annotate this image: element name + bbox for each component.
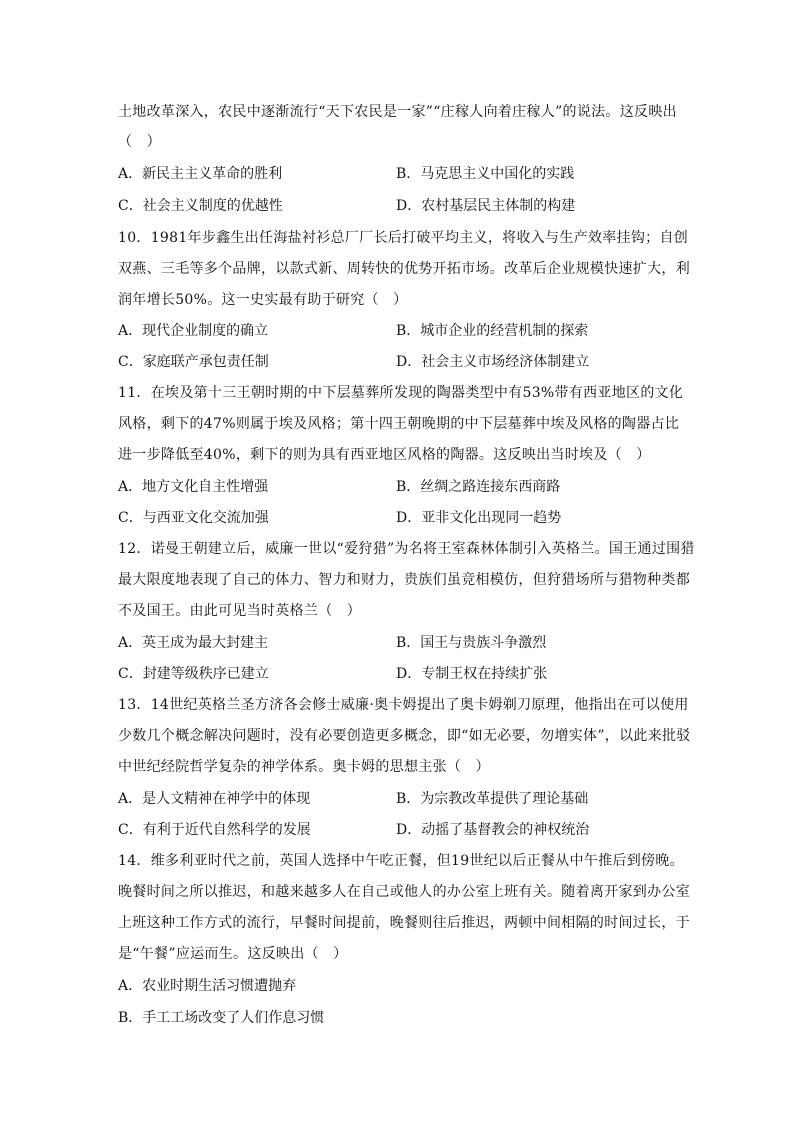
q14-stem-line-1: 14．维多利亚时代之前，英国人选择中午吃正餐，但19世纪以后正餐从中午推后到傍晚。 [118,853,684,869]
q11-option-b: B．丝绸之路连接东西商路 [396,479,561,495]
q11-option-c: C．与西亚文化交流加强 [118,510,269,526]
q12-stem-line-2: 最大限度地表现了自己的体力、智力和财力，贵族们虽竞相模仿，但狩猎场所与猎物种类都 [118,572,690,588]
q12-stem-line-1: 12．诺曼王朝建立后，威廉一世以“爱狩猎”为名将王室森林体制引入英格兰。国王通过围猎 [118,541,695,557]
q14-stem-line-2: 晚餐时间之所以推迟，和越来越多人在自己或他人的办公室上班有关。随着离开家到办公室 [118,884,690,900]
q11-stem-line-1: 11．在埃及第十三王朝时期的中下层墓葬所发现的陶器类型中有53%带有西亚地区的文化 [118,385,684,401]
q9-option-a: A．新民主主义革命的胜利 [118,166,283,182]
q10-option-a: A．现代企业制度的确立 [118,323,269,339]
q9-stem-line-1: 土地改革深入，农民中逐渐流行“天下农民是一家”“庄稼人向着庄稼人”的说法。这反映出 [118,104,677,120]
q9-option-b: B．马克思主义中国化的实践 [396,166,575,182]
q13-option-d: D．动摇了基督教会的神权统治 [396,822,590,838]
q9-option-d: D．农村基层民主体制的构建 [396,198,576,214]
q10-option-b: B．城市企业的经营机制的探索 [396,323,589,339]
q12-stem-line-3: 不及国王。由此可见当时英格兰（ ） [118,603,362,619]
q11-option-a: A．地方文化自主性增强 [118,479,269,495]
q10-option-d: D．社会主义市场经济体制建立 [396,354,590,370]
q14-stem-line-3: 上班这种工作方式的流行，早餐时间提前，晚餐则往后推迟，两顿中间相隔的时间过长，于 [118,915,690,931]
q10-option-c: C．家庭联产承包责任制 [118,354,269,370]
q12-option-c: C．封建等级秩序已建立 [118,666,269,682]
q9-option-c: C．社会主义制度的优越性 [118,198,283,214]
q12-option-a: A．英王成为最大封建主 [118,635,269,651]
q13-option-b: B．为宗教改革提供了理论基础 [396,791,589,807]
q10-stem-line-1: 10．1981年步鑫生出任海盐衬衫总厂厂长后打破平均主义，将收入与生产效率挂钩；自创 [118,230,689,246]
q10-stem-line-3: 润年增长50%。这一史实最有助于研究（ ） [118,292,408,308]
q11-stem-line-2: 风格，剩下的47%则属于埃及风格；第十四王朝晚期的中下层墓葬中埃及风格的陶器占比 [118,416,680,432]
q13-stem-line-1: 13．14世纪英格兰圣方济各会修士威廉·奥卡姆提出了奥卡姆剃刀原理，他指出在可以使用 [118,697,689,713]
q11-stem-line-3: 进一步降低至40%，剩下的则为具有西亚地区风格的陶器。这反映出当时埃及（ ） [118,447,651,463]
q14-stem-line-4: 是“午餐”应运而生。这反映出（ ） [118,946,348,962]
q14-option-b: B．手工工场改变了人们作息习惯 [118,1010,325,1026]
q13-option-c: C．有利于近代自然科学的发展 [118,822,311,838]
q13-option-a: A．是人文精神在神学中的体现 [118,791,311,807]
q11-option-d: D．亚非文化出现同一趋势 [396,510,562,526]
q14-option-a: A．农业时期生活习惯遭抛弃 [118,978,297,994]
q12-option-b: B．国王与贵族斗争激烈 [396,635,547,651]
q10-stem-line-2: 双燕、三毛等多个品牌，以款式新、周转快的优势开拓市场。改革后企业规模快速扩大，利 [118,261,690,277]
q13-stem-line-2: 少数几个概念解决问题时，没有必要创造更多概念，即“如无必要，勿增实体”，以此来批驳 [118,728,691,744]
q12-option-d: D．专制王权在持续扩张 [396,666,548,682]
q9-stem-line-2: （ ） [118,134,161,150]
q13-stem-line-3: 中世纪经院哲学复杂的神学体系。奥卡姆的思想主张（ ） [118,759,490,775]
